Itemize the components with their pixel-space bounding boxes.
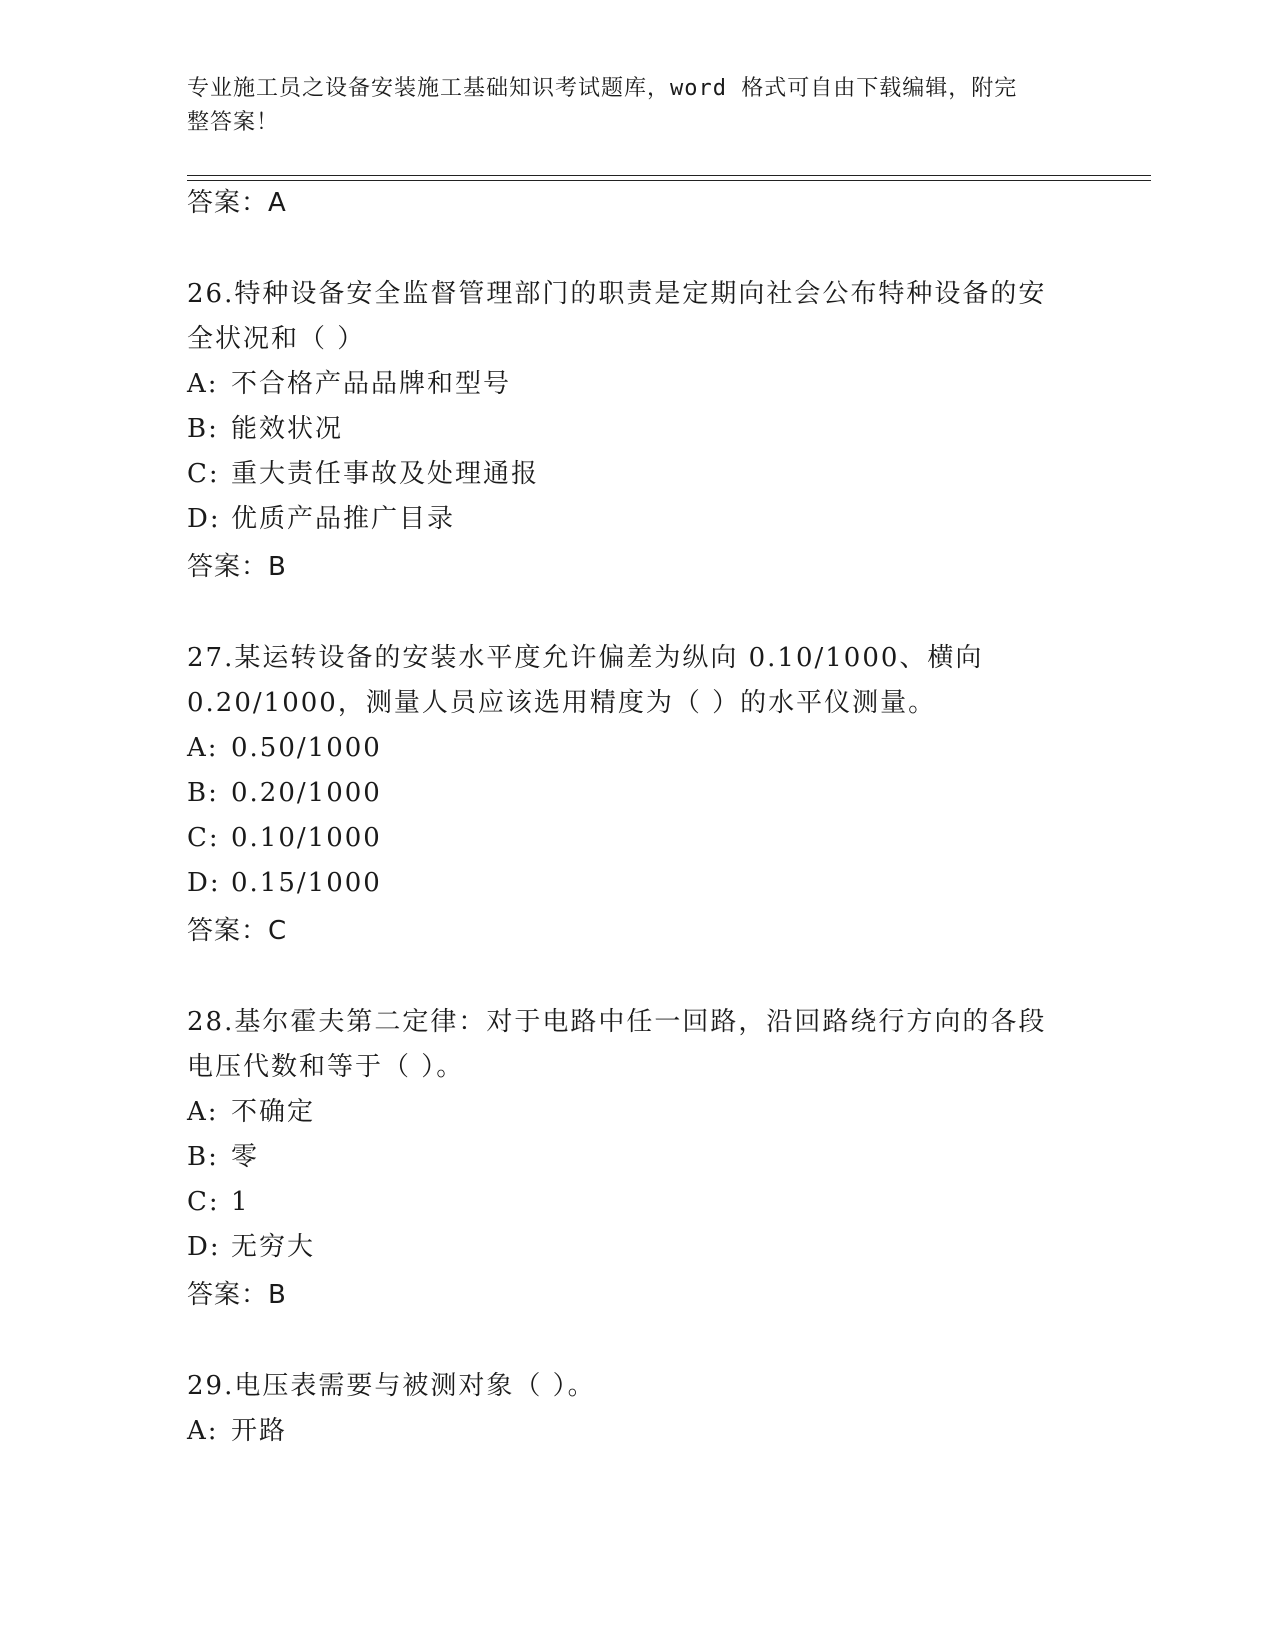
option-text: 重大责任事故及处理通报 [231, 459, 540, 489]
option-text: 0.50/1000 [231, 733, 382, 763]
option-text: 零 [231, 1142, 260, 1172]
option-letter: B: [187, 414, 219, 444]
option-letter: B: [187, 1142, 219, 1172]
option-d [187, 497, 1087, 542]
option-letter: C: [187, 459, 220, 489]
option-a [187, 1090, 1087, 1135]
question-stem: 26.特种设备安全监督管理部门的职责是定期向社会公布特种设备的安 [187, 279, 1047, 309]
option-letter: D: [187, 1232, 221, 1262]
option-text: 不确定 [231, 1097, 316, 1127]
option-letter: A: [187, 1416, 219, 1446]
option-letter: C: [187, 823, 220, 853]
option-letter: A: [187, 369, 219, 399]
option-letter: B: [187, 778, 219, 808]
header-line-2: 整答案！ [187, 110, 280, 135]
header-divider-top [187, 175, 1151, 176]
question-28 [187, 1000, 1087, 1312]
option-c [187, 1180, 1087, 1225]
option-b [187, 1135, 1087, 1180]
answer-line: 答案：B [187, 1280, 287, 1310]
option-d [187, 1225, 1087, 1270]
option-letter: D: [187, 504, 221, 534]
answer-line: 答案：A [187, 188, 287, 218]
header-line-1: 专业施工员之设备安装施工基础知识考试题库，word 格式可自由下载编辑，附完 [187, 76, 1018, 101]
question-stem: 28.基尔霍夫第二定律：对于电路中任一回路，沿回路绕行方向的各段 [187, 1007, 1047, 1037]
option-text: 优质产品推广目录 [231, 504, 456, 534]
question-27 [187, 636, 1087, 948]
option-letter: A: [187, 1097, 219, 1127]
document-header [187, 72, 1067, 140]
option-letter: C: [187, 1187, 220, 1217]
header-divider-bottom [187, 180, 1151, 181]
option-d [187, 861, 1087, 906]
option-text: 不合格产品品牌和型号 [231, 369, 512, 399]
option-letter: D: [187, 868, 221, 898]
option-text: 1 [231, 1187, 250, 1217]
option-a [187, 726, 1087, 771]
option-b [187, 407, 1087, 452]
question-list [187, 186, 1087, 1454]
question-stem: 29.电压表需要与被测对象（ ）。 [187, 1371, 596, 1401]
option-text: 开路 [231, 1416, 288, 1446]
question-stem: 0.20/1000，测量人员应该选用精度为（ ）的水平仪测量。 [187, 688, 937, 718]
option-c [187, 452, 1087, 497]
option-a [187, 1409, 1087, 1454]
question-stem: 全状况和（ ） [187, 324, 366, 354]
option-b [187, 771, 1087, 816]
option-text: 0.10/1000 [231, 823, 382, 853]
answer-line: 答案：B [187, 552, 287, 582]
answer-line: 答案：C [187, 916, 288, 946]
question-26 [187, 272, 1087, 584]
option-a [187, 362, 1087, 407]
question-stem: 27.某运转设备的安装水平度允许偏差为纵向 0.10/1000、横向 [187, 643, 984, 673]
question-29 [187, 1364, 1087, 1454]
option-text: 能效状况 [231, 414, 344, 444]
question-stem: 电压代数和等于（ ）。 [187, 1052, 465, 1082]
option-letter: A: [187, 733, 219, 763]
option-c [187, 816, 1087, 861]
option-text: 0.20/1000 [231, 778, 382, 808]
option-text: 无穷大 [231, 1232, 316, 1262]
option-text: 0.15/1000 [231, 868, 382, 898]
